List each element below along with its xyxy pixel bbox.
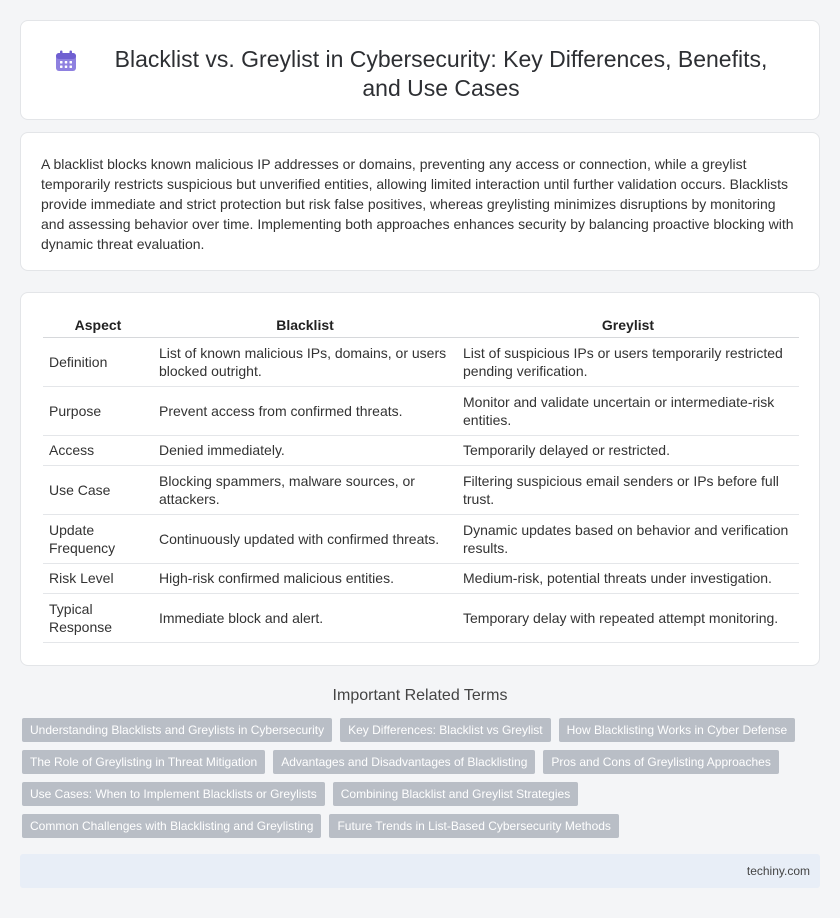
header-blacklist: Blacklist bbox=[153, 315, 457, 337]
table-row bbox=[43, 337, 799, 386]
comparison-table-card bbox=[20, 292, 820, 666]
cell-blacklist: List of known malicious IPs, domains, or users blocked outright. bbox=[153, 337, 457, 386]
page-title: Blacklist vs. Greylist in Cybersecurity: Key Differences, Benefits, and Use Cases bbox=[114, 46, 768, 101]
cell-greylist: Medium-risk, potential threats under investigation. bbox=[457, 563, 799, 593]
related-term-tag[interactable]: How Blacklisting Works in Cyber Defense bbox=[559, 718, 796, 742]
related-term-tag[interactable]: Advantages and Disadvantages of Blacklisting bbox=[273, 750, 535, 774]
related-term-tag[interactable]: Understanding Blacklists and Greylists in Cybersecurity bbox=[22, 718, 332, 742]
table-row bbox=[43, 435, 799, 465]
related-term-tag[interactable]: Pros and Cons of Greylisting Approaches bbox=[543, 750, 778, 774]
cell-greylist: List of suspicious IPs or users temporarily restricted pending verification. bbox=[457, 337, 799, 386]
cell-aspect: Purpose bbox=[43, 386, 153, 435]
cell-blacklist: Denied immediately. bbox=[153, 435, 457, 465]
related-term-tag[interactable]: Future Trends in List-Based Cybersecurity Methods bbox=[329, 814, 618, 838]
cell-aspect: Typical Response bbox=[43, 593, 153, 642]
related-term-tag[interactable]: Key Differences: Blacklist vs Greylist bbox=[340, 718, 551, 742]
cell-aspect: Use Case bbox=[43, 465, 153, 514]
table-row bbox=[43, 386, 799, 435]
calendar-icon bbox=[54, 49, 78, 73]
table-row bbox=[43, 514, 799, 563]
footer-brand[interactable]: techiny.com bbox=[746, 864, 810, 878]
cell-greylist: Temporarily delayed or restricted. bbox=[457, 435, 799, 465]
cell-greylist: Dynamic updates based on behavior and verification results. bbox=[457, 514, 799, 563]
table-row bbox=[43, 593, 799, 642]
header-card bbox=[20, 20, 820, 120]
cell-blacklist: Blocking spammers, malware sources, or attackers. bbox=[153, 465, 457, 514]
related-terms-list bbox=[22, 718, 812, 838]
cell-blacklist: Immediate block and alert. bbox=[153, 593, 457, 642]
table-row bbox=[43, 465, 799, 514]
related-term-tag[interactable]: Common Challenges with Blacklisting and Greylisting bbox=[22, 814, 321, 838]
cell-blacklist: High-risk confirmed malicious entities. bbox=[153, 563, 457, 593]
cell-greylist: Filtering suspicious email senders or IPs before full trust. bbox=[457, 465, 799, 514]
related-term-tag[interactable]: The Role of Greylisting in Threat Mitigation bbox=[22, 750, 265, 774]
related-term-tag[interactable]: Combining Blacklist and Greylist Strategies bbox=[333, 782, 578, 806]
cell-blacklist: Prevent access from confirmed threats. bbox=[153, 386, 457, 435]
summary-card bbox=[20, 132, 820, 271]
cell-greylist: Monitor and validate uncertain or intermediate-risk entities. bbox=[457, 386, 799, 435]
header-greylist: Greylist bbox=[457, 315, 799, 337]
cell-aspect: Risk Level bbox=[43, 563, 153, 593]
cell-aspect: Access bbox=[43, 435, 153, 465]
table-row bbox=[43, 563, 799, 593]
title-row bbox=[21, 21, 819, 103]
comparison-table bbox=[43, 315, 799, 643]
cell-greylist: Temporary delay with repeated attempt monitoring. bbox=[457, 593, 799, 642]
header-aspect: Aspect bbox=[43, 315, 153, 337]
related-term-tag[interactable]: Use Cases: When to Implement Blacklists or Greylists bbox=[22, 782, 325, 806]
cell-aspect: Definition bbox=[43, 337, 153, 386]
related-terms-title: Important Related Terms bbox=[332, 687, 508, 704]
table-header-row bbox=[43, 315, 799, 337]
footer-bar bbox=[20, 854, 820, 888]
cell-aspect: Update Frequency bbox=[43, 514, 153, 563]
summary-text: A blacklist blocks known malicious IP addresses or domains, preventing any access or connection, while a greylist temporarily restricts suspicious but unverified entities, allowing limited interaction until further validation occurs. Blacklists provide immediate and strict protection but risk false positives, whereas greylisting minimizes disruptions by monitoring and assessing behavior over time. Implementing both approaches enhances security by balancing proactive blocking with dynamic threat evaluation. bbox=[41, 156, 794, 252]
cell-blacklist: Continuously updated with confirmed threats. bbox=[153, 514, 457, 563]
